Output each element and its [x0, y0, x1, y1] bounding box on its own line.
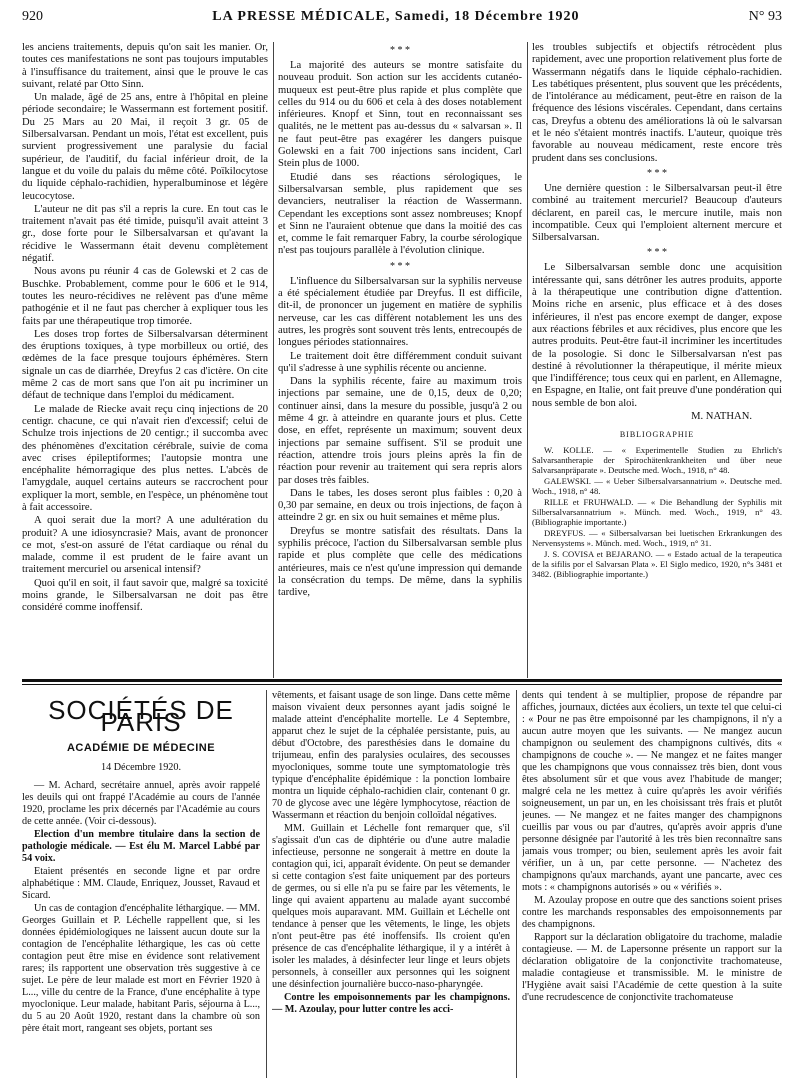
paragraph: La majorité des auteurs se montre satisfaite du nouveau produit. Son action sur les accidents cutanéo-muqueux est peut-être plus rapide et plus complète que celles du 914 ou du 606 et cela à des doses notablement inférieures. Knopf et Sinn, tout en reconnaissant ses qualités, ne le mettent pas au-dessus du « salvarsan ». Il ne faut peut-être pas exagérer les dangers puisque Golewski en a fait 700 injections sans incident, Carl Stein plus de 1000.	[278, 60, 522, 170]
societes-columns	[22, 690, 782, 1078]
society-name: ACADÉMIE DE MÉDECINE	[66, 742, 216, 754]
paragraph: dents qui tendent à se multiplier, propose de répandre par affiches, journaux, dictées aux écoliers, un texte tel que celui-ci : « Pour ne pas être empoisonné par les champignons, il n'y a aucun autre moyen que les suivants. — Ne mangez aucun champignon ou seulement des champignons cultivés, dits « champignons de couche ». — Ne mangez et ne faites manger que les champignons que vous connaissez très bien, dont vous êtes absolument sûr et que vous avez l'habitude de manger; malgré cela ne les mettez à cuire qu'après les avoir vérifiés soigneusement, un par un, en les choisissant très frais et plutôt jeunes. — Ne mangez et ne faites manger des champignons cueillis par vous ou par d'autres, qu'après avoir appris d'une personne désignée par l'autorité à les très bien reconnaître sans jamais vous tromper; ou bien, seulement après les avoir fait vérifier, un à un, par cette personne. — N'achetez des champignons qu'aux marchands, ayant une pancarte, avec ces mots : « champignons autorisés » ou « vérifiés ».	[522, 690, 782, 893]
paragraph: — M. Achard, secrétaire annuel, après avoir rappelé les deuils qui ont frappé l'Académie au cours de l'année 1920, proclame les prix décernés par l'Académie au cours de cette année. (Voir ci-dessous).	[22, 780, 260, 827]
session-date: 14 Décembre 1920.	[100, 762, 182, 773]
paragraph: Nous avons pu réunir 4 cas de Golewski et 2 cas de Buschke. Probablement, comme pour le 606 et le 914, toutes les neuro-récidives ne relèvent pas d'une même pathogénie et il ne faut pas chercher à expliquer tous les faits par une thérapeutique trop timorée.	[22, 266, 268, 327]
paragraph: Le Silbersalvarsan semble donc une acquisition intéressante qui, sans détrôner les autres produits, apporte à la thérapeutique une contribution digne d'attention. Moins riche en arsenic, plus efficace et à des doses inférieures, il n'est pas encore exempt de danger, expose aux réactions fébriles et aux récidives, plus encore que les autres produits. Peut-être faut-il incriminer les incertitudes de la posologie. Si donc le Silbersalvarsan n'est pas destiné à révolutionner la thérapeutique, il mérite mieux que l'indifférence; tous ceux qui en parlent, en Allemagne, en Espagne, en Italie, ont fait preuve d'une pondération qui nous semble de bon aloi.	[532, 262, 782, 409]
paragraph: Un cas de contagion d'encéphalite léthargique. — MM. Georges Guillain et P. Léchelle rappellent que, si les données épidémiologiques ne laissent aucun doute sur la contagion de l'encéphalite léthargique, les cas où cette contagion peut être mise en évidence sont relativement rares; ils rapportent une observation très suggestive à ce sujet. Le père de leur malade est mort en Février 1920 à L..., ville du centre de la France, d'une encéphalite à type myoclonique. Leur malade, habitant Paris, séjourna à L..., du 5 au 20 Août 1920, restant dans la chambre où son père était mort, rangeant ses objets, portant ses	[22, 903, 260, 1034]
issue-number: N° 93	[748, 9, 782, 24]
paragraph: L'auteur ne dit pas s'il a repris la cure. En tout cas le traitement n'avait pas été timide, puisqu'il avait atteint 3 gr., dose forte pour le Silbersalvarsan et qu'avant la récidive le Wassermann était devenu complètement négatif.	[22, 203, 268, 265]
column-rule	[516, 690, 517, 1078]
paragraph: Une dernière question : le Silbersalvarsan peut-il être combiné au traitement mercuriel? Beaucoup d'auteurs déclarent, en pareil cas, le mercure inutile, mais non incompatible. Ceux qui l'emploient alternent mercure et Silbersalvarsan.	[532, 182, 782, 244]
bibliography-entry: RILLE et FRUHWALD. — « Die Behandlung der Syphilis mit Silbersalvarsannatrium ». Münch. med. Woch., 1919, n° 43. (Bibliographie importante.)	[532, 496, 782, 527]
paragraph: Rapport sur la déclaration obligatoire du trachome, maladie contagieuse. — M. de Lapersonne présente un rapport sur la déclaration obligatoire de la conjonctivite trachomateuse, maladie contagieuse et transmissible. M. le ministre de l'Hygiène avait saisi l'Académie de cette question à la suite d'une recrudescence de conjonctivite trachomateuse	[522, 932, 782, 1003]
column-1	[22, 42, 268, 677]
section-divider	[22, 684, 782, 685]
paragraph: Le traitement doit être différemment conduit suivant qu'il s'adresse à une syphilis récente ou ancienne.	[278, 350, 522, 374]
paragraph: Etaient présentés en seconde ligne et par ordre alphabétique : MM. Claude, Enriquez, Jousset, Ravaud et Sicard.	[22, 866, 260, 901]
societes-column-2	[272, 690, 510, 1078]
paragraph: les troubles subjectifs et objectifs rétrocèdent plus rapidement, avec une proportion relativement plus forte de Wassermann négatifs dans le liquide céphalo-rachidien. Les tabétiques présentent, plus souvent que les précédents, de l'intolérance au médicament, peut-être en raison de la fréquence des lésions viscérales. Cependant, dans certains cas, Dreyfus a obtenu des améliorations là où le salvarsan et le néo s'étaient montrés inactifs. L'auteur, quoique très favorable au nouveau médicament, reste encore très prudent dans ses conclusions.	[532, 42, 782, 164]
bibliography-entry: DREYFUS. — « Silbersalvarsan bei luetischen Erkrankungen des Nervensystems ». Münch. med. Woch., 1919, n° 31.	[532, 527, 782, 548]
paragraph: Le malade de Riecke avait reçu cinq injections de 20 centigr. chacune, ce qui n'avait rien d'excessif; celui de Schulze trois injections de 20 centigr.; il succomba avec des phénomènes d'excitation cérébrale, suivie de coma avec crises épileptiformes; l'autopsie montra une encéphalite hémorragique des plus nettes. L'abcès de l'amygdale, auquel certains auteurs se raccrochent pour expliquer la mort, semble, en l'espèce, un phénomène tout à fait accessoire.	[22, 403, 268, 513]
paragraph: Les doses trop fortes de Silbersalvarsan déterminent des éruptions toxiques, à type morbilleux ou ortié, des œdèmes de la face presque toujours éphémères. Stern signale un cas de diarrhée, Dreyfus 2 cas d'ictère. On cite même 2 cas de mort sans que l'on ait pu incriminer un défaut de technique dans l'emploi du médicament.	[22, 328, 268, 402]
author-signature: M. NATHAN.	[691, 411, 752, 423]
section-separator: * * *	[647, 247, 667, 259]
paragraph: Dans la syphilis récente, faire au maximum trois injections par semaine, une de 0,15, deux de 0,20; continuer ainsi, dans la mesure du possible, jusqu'à 2 ou même 4 gr. à atteindre en quarante jours et plus. Cette dose, en effet, représente un maximum; souvent deux injections par semaine suffisent. S'il se produit une réaction, attendre trois jours pleins après la fin de réaction pour revenir au traitement qui sera repris alors par doses très faibles.	[278, 376, 522, 486]
column-rule	[273, 42, 274, 678]
paragraph: L'influence du Silbersalvarsan sur la syphilis nerveuse a été spécialement étudiée par Dreyfus. Il est difficile, dit-il, de prononcer un jugement en matière de syphilis nerveuse, car les cas diffèrent notablement les uns des autres, les progrès sont souvent très lents, entrecoupés de longues périodes stationnaires.	[278, 275, 522, 349]
paragraph: vêtements, et faisant usage de son linge. Dans cette même maison vivaient deux personnes ayant jadis soigné le malade atteint d'encéphalite mortelle. Le 4 Septembre, apparut chez le sujet de la céphalée persistante, puis, au début d'Octobre, des paresthésies dans le domaine du trijumeau, enfin des paralysies oculaires, des secousses myocloniques, somme toute une symptomatologie très typique d'encéphalite épidémique : la ponction lombaire montra un liquide céphalo-rachidien clair, contenant 0 gr. 70 de glycose avec une légère lymphocytose, réaction de Wassermann et réaction du benjoin colloïdal négatives.	[272, 690, 510, 821]
column-rule	[266, 690, 267, 1078]
paragraph: Contre les empoisonnements par les champignons. — M. Azoulay, pour lutter contre les acci-	[272, 992, 510, 1015]
societes-column-1	[22, 690, 260, 1078]
column-2	[278, 42, 522, 677]
paragraph: MM. Guillain et Léchelle font remarquer que, s'il s'agissait d'un cas de diphtérie ou d'une autre maladie infectieuse, personne ne songerait à mettre en doute la contagion qui, ici, apparaît évidente. On peut se demander si cette contagion s'est faite uniquement par des porteurs de germes, ou si elle n'a pu se faire par les vêtements, le linge qui avaient appartenu au malade ayant succombé quelques mois auparavant. MM. Guillain et Léchelle ont tendance à penser que les vêtements, le linge, les objets n'ont peut-être pas été inoffensifs. Ils croient qu'en présence de cas d'encéphalite léthargique, il y a intérêt à isoler les malades, à désinfecter leur linge et leurs objets personnels, à conseiller aux personnes qui les soignent une désinfection journalière bucco-naso-pharyngée.	[272, 823, 510, 990]
page-header	[22, 6, 782, 28]
bibliography-heading: BIBLIOGRAPHIE	[619, 430, 695, 440]
journal-title: LA PRESSE MÉDICALE, Samedi, 18 Décembre 1920	[212, 9, 580, 24]
bibliography-entry: GALEWSKI. — « Ueber Silbersalvarsannatrium ». Deutsche med. Woch., 1918, n° 48.	[532, 475, 782, 496]
section-divider	[22, 679, 782, 682]
bibliography-entry: J. S. COVISA et BEJARANO. — « Estado actual de la terapeutica de la sifilis por el Salvarsan Plata ». El Siglo medico, 1920, n°s 3481 et 3482. (Bibliographie importante.)	[532, 548, 782, 579]
paragraph: M. Azoulay propose en outre que des sanctions soient prises contre les marchands responsables des empoisonnements par des champignons.	[522, 895, 782, 930]
paragraph: Election d'un membre titulaire dans la section de pathologie médicale. — Est élu M. Marcel Labbé par 54 voix.	[22, 829, 260, 864]
column-3	[532, 42, 782, 677]
bibliography-entry: W. KOLLE. — « Experimentelle Studien zu Ehrlich's Salvarsantherapie der Spirochätenkrankheiten und über neue Salvarsanpräparate ». Deutsche med. Woch., 1918, n° 48.	[532, 444, 782, 475]
paragraph: Dans le tabes, les doses seront plus faibles : 0,20 à 0,30 par semaine, en deux ou trois injections, de façon à atteindre 2 gr. en six ou huit semaines et même plus.	[278, 487, 522, 524]
column-rule	[527, 42, 528, 678]
section-separator: * * *	[390, 45, 410, 56]
paragraph: les anciens traitements, depuis qu'on sait les manier. Or, toutes ces manifestations ne sont pas toujours imputables à l'insuffisance du traitement, ainsi que le prouve le cas suivant, relaté par Otto Sinn.	[22, 42, 268, 90]
section-separator: * * *	[647, 167, 667, 179]
paragraph: Quoi qu'il en soit, il faut savoir que, malgré sa toxicité moins grande, le Silbersalvarsan ne doit pas être considéré comme inoffensif.	[22, 577, 268, 614]
section-title: SOCIÉTÉS DE PARIS	[48, 695, 234, 737]
section-separator: * * *	[390, 260, 410, 272]
paragraph: A quoi serait due la mort? A une adultération du produit? A une idiosyncrasie? Mais, avant de prononcer ce mot, s'est-on assuré de l'état cardiaque ou rénal du malade, comme il est prudent de le faire avant un traitement mercuriel ou arsenical intensif?	[22, 515, 268, 576]
paragraph: Un malade, âgé de 25 ans, entre à l'hôpital en pleine période secondaire; le Wassermann est fortement positif. Du 25 Mars au 20 Mai, il reçoit 3 gr. 05 de Silbersalvarsan. Pendant un mois, l'état est excellent, puis survient progressivement une paralysie du facial supérieur, de l'auditif, du facial inférieur droit, de la langue et du voile du palais du même côté. Poïkilocytose du liquide céphalo-rachidien, hyperalbuminose et légère leucocytose.	[22, 92, 268, 202]
paragraph: Dreyfus se montre satisfait des résultats. Dans la syphilis précoce, l'action du Silbersalvarsan semble plus rapide et plus complète que celle des médications antérieures, mais ce n'est qu'une impression qui demande la consécration du temps. De même, dans la syphilis tardive,	[278, 525, 522, 599]
societes-column-3	[522, 690, 782, 1078]
article-columns	[22, 42, 782, 677]
page-number: 920	[22, 9, 43, 24]
paragraph: Etudié dans ses réactions sérologiques, le Silbersalvarsan semble, plus rapidement que ses devanciers, neutraliser la réaction de Wassermann. Cependant les exceptions sont assez nombreuses; Knopf et Sinn ne l'auraient obtenue que dans la moitié des cas et, comme le fait remarquer Fabry, la courbe sérologique n'est pas toujours parallèle à l'évolution clinique.	[278, 171, 522, 257]
